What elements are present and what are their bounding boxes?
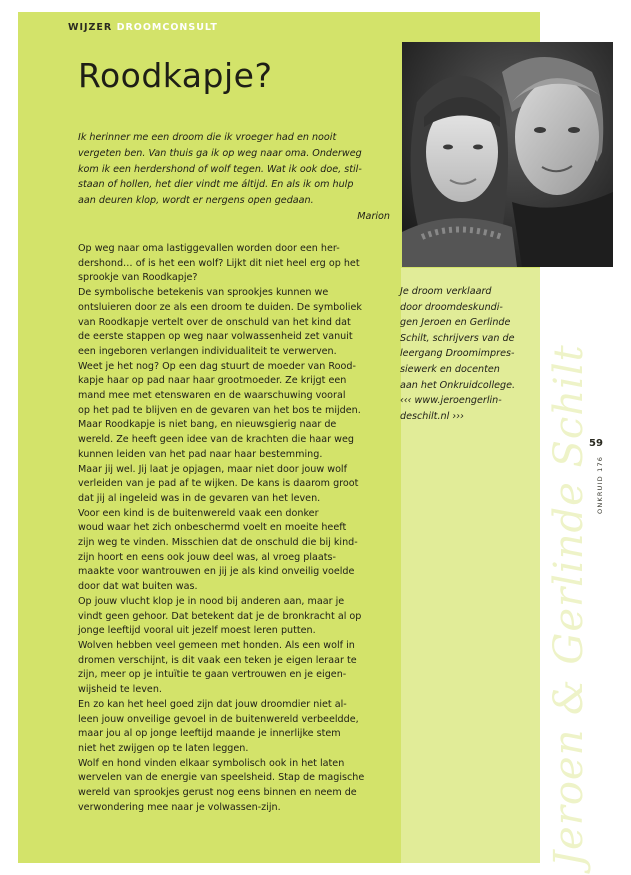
magazine-page [18, 12, 613, 867]
body-text-line: Maar jij wel. Jij laat je opjagen, maar niet door jouw wolf [78, 463, 347, 475]
question-line: Ik herinner me een droom die ik vroeger had en nooit [78, 132, 337, 143]
body-text-line: kunnen leiden van het pad naar haar bestemming. [78, 448, 323, 460]
author-photo-graphic [402, 42, 613, 267]
article-title: Roodkapje? [78, 56, 273, 95]
body-text-line: op het pad te blijven en de gevaren van het bos te mijden. [78, 404, 361, 416]
body-text-line: sprookje van Roodkapje? [78, 272, 198, 284]
body-text-line: De symbolische betekenis van sprookjes kunnen we [78, 287, 329, 299]
body-text-line: wereld. Ze heeft geen idee van de krachten die haar weg [78, 434, 354, 446]
body-text-line: Wolf en hond vinden elkaar symbolisch ook in het laten [78, 757, 345, 769]
body-text-line: wereld van sprookjes gerust nog eens binnen en neem de [78, 787, 357, 799]
body-text-line: maar jou al op jonge leeftijd maande je innerlijke stem [78, 728, 341, 740]
caption-line: leergang Droomimpres- [400, 348, 515, 360]
body-text-line: mand mee met etenswaren en de waarschuwing vooral [78, 390, 346, 402]
body-text-line: zijn weg te vinden. Misschien dat de onschuld die bij kind- [78, 537, 358, 549]
body-text-line: Wolven hebben veel gemeen met honden. Als een wolf in [78, 639, 355, 651]
body-text-line: leen jouw onveilige gevoel in de buitenwereld verbeeldde, [78, 713, 359, 725]
question-line: aan deuren klop, wordt er nergens open gedaan. [78, 195, 314, 207]
magazine-issue: ONKRUID 176 [596, 455, 604, 514]
body-text-line: verleiden van je pad af te wijken. De kans is daarom groot [78, 478, 359, 490]
body-text-line: wervelen van de energie van speelsheid. Stap de magische [78, 772, 365, 784]
body-text-line: Voor een kind is de buitenwereld vaak een donker [78, 507, 319, 519]
body-text-line: door dat wat buiten was. [78, 581, 198, 593]
caption-line: siewerk en docenten [400, 363, 500, 375]
caption-line: deschilt.nl ››› [400, 410, 464, 422]
author-signature-decoration: Jeroen & Gerlinde Schilt [546, 344, 592, 867]
body-text-line: vindt geen gehoor. Dat betekent dat je de bronkracht al op [78, 610, 362, 622]
caption-line: door droomdeskundi- [400, 301, 503, 313]
body-text-line: dershond… of is het een wolf? Lijkt dit niet heel erg op het [78, 257, 360, 269]
caption-line: gen Jeroen en Gerlinde [400, 317, 511, 329]
body-text-line: een ingeboren verlangen individualiteit te verwerven. [78, 345, 337, 357]
body-text-line: ontsluieren door ze als een droom te duiden. De symboliek [78, 301, 362, 313]
body-text-line: niet het zwijgen op te laten leggen. [78, 742, 249, 754]
body-text-line: zijn, meer op je intuïtie te gaan vertrouwen en je eigen- [78, 669, 347, 681]
section-header [68, 22, 218, 33]
body-text-line: van Roodkapje vertelt over de onschuld van het kind dat [78, 316, 351, 328]
body-text-line: woud waar het zich onbeschermd voelt en moeite heeft [78, 522, 347, 534]
section-label: WIJZER [68, 22, 113, 33]
question-line: vergeten ben. Van thuis ga ik op weg naar oma. Onderweg [78, 147, 362, 159]
author-photo [402, 42, 613, 267]
body-text-line: Op jouw vlucht klop je in nood bij anderen aan, maar je [78, 595, 345, 607]
body-text-line: kapje haar op pad naar haar grootmoeder. Ze krijgt een [78, 375, 347, 387]
body-text-line: dromen verschijnt, is dit vaak een teken je eigen leraar te [78, 654, 357, 666]
body-text-line: Maar Roodkapje is niet bang, en nieuwsgierig naar de [78, 419, 337, 431]
body-text-line: maakte voor wantrouwen en jij je als kind onveilig voelde [78, 566, 355, 578]
question-signature: Marion [357, 210, 390, 222]
author-caption [400, 284, 552, 424]
page-number: 59 [589, 438, 603, 449]
question-line: kom ik een herdershond of wolf tegen. Wat ik ook doe, stil- [78, 163, 362, 175]
body-text-line: verwondering mee naar je volwassen-zijn. [78, 801, 281, 813]
reader-question [78, 130, 390, 225]
caption-line: Je droom verklaard [400, 286, 492, 297]
body-text-line: zijn hoort en eens ook jouw deel was, al vroeg plaats- [78, 551, 336, 563]
body-text-line: de eerste stappen op weg naar volwassenheid zet vanuit [78, 331, 353, 343]
article-body [78, 242, 400, 815]
question-line: staan of hollen, het dier vindt me áltijd. En als ik om hulp [78, 179, 354, 191]
body-text-line: jonge leeftijd vooral uit jezelf moest leren putten. [78, 625, 316, 637]
caption-line: ‹‹‹ www.jeroengerlin- [400, 395, 502, 407]
body-text-line: Weet je het nog? Op een dag stuurt de moeder van Rood- [78, 360, 356, 372]
caption-line: Schilt, schrijvers van de [400, 332, 515, 344]
caption-line: aan het Onkruidcollege. [400, 379, 516, 391]
body-text-line: Op weg naar oma lastiggevallen worden door een her- [78, 243, 340, 254]
body-text-line: wijsheid te leven. [78, 684, 162, 696]
column-label: DROOMCONSULT [116, 22, 218, 33]
body-text-line: En zo kan het heel goed zijn dat jouw droomdier niet al- [78, 698, 347, 710]
body-text-line: dat jij al ingeleid was in de gevaren van het leven. [78, 492, 321, 504]
